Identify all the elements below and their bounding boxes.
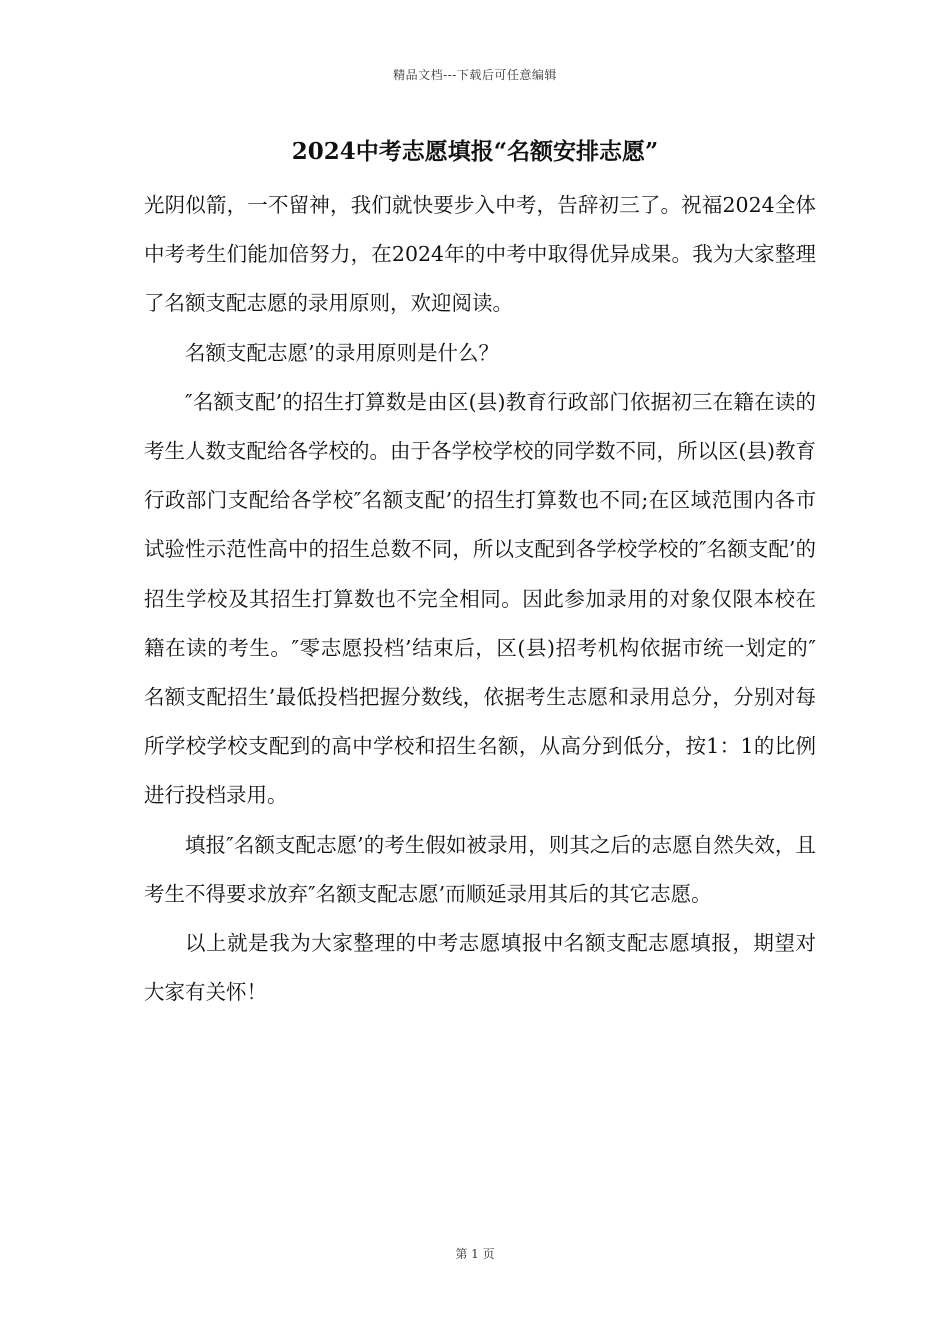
question-paragraph: 名额支配志愿’的录用原则是什么？ — [185, 340, 500, 365]
document-title: 2024中考志愿填报“名额安排志愿” — [291, 138, 659, 165]
page-header: 精品文档---下载后可任意编辑 — [393, 68, 557, 82]
closing-paragraph: 以上就是我为大家整理的中考志愿填报中名额支配志愿填报，期望对大家有关怀！ — [144, 931, 816, 1005]
page-number: 第 1 页 — [455, 1247, 495, 1261]
intro-paragraph: 光阴似箭，一不留神，我们就快要步入中考，告辞初三了。祝福2024全体中考考生们能加倍努力，在2024年的中考中取得优异成果。我为大家整理了名额支配志愿的录用原则，欢迎阅读。 — [144, 193, 816, 316]
explanation-paragraph: ″名额支配’的招生打算数是由区(县)教育行政部门依据初三在籍在读的考生人数支配给各学校的。由于各学校学校的同学数不同，所以区(县)教育行政部门支配给各学校″名额支配’的招生打算数也不同;在区域范围内各市试验性示范性高中的招生总数不同，所以支配到各学校学校的″名额支配’的招生学校及其招生打算数也不完全相同。因此参加录用的对象仅限本校在籍在读的考生。″零志愿投档’结束后，区(县)招考机构依据市统一划定的″名额支配招生’最低投档把握分数线，依据考生志愿和录用总分，分别对每所学校学校支配到的高中学校和招生名额，从高分到低分，按1：1的比例进行投档录用。 — [144, 389, 817, 808]
rule-paragraph: 填报″名额支配志愿’的考生假如被录用，则其之后的志愿自然失效，且考生不得要求放弃″名额支配志愿’而顺延录用其后的其它志愿。 — [144, 832, 816, 906]
document-body — [144, 181, 816, 1017]
